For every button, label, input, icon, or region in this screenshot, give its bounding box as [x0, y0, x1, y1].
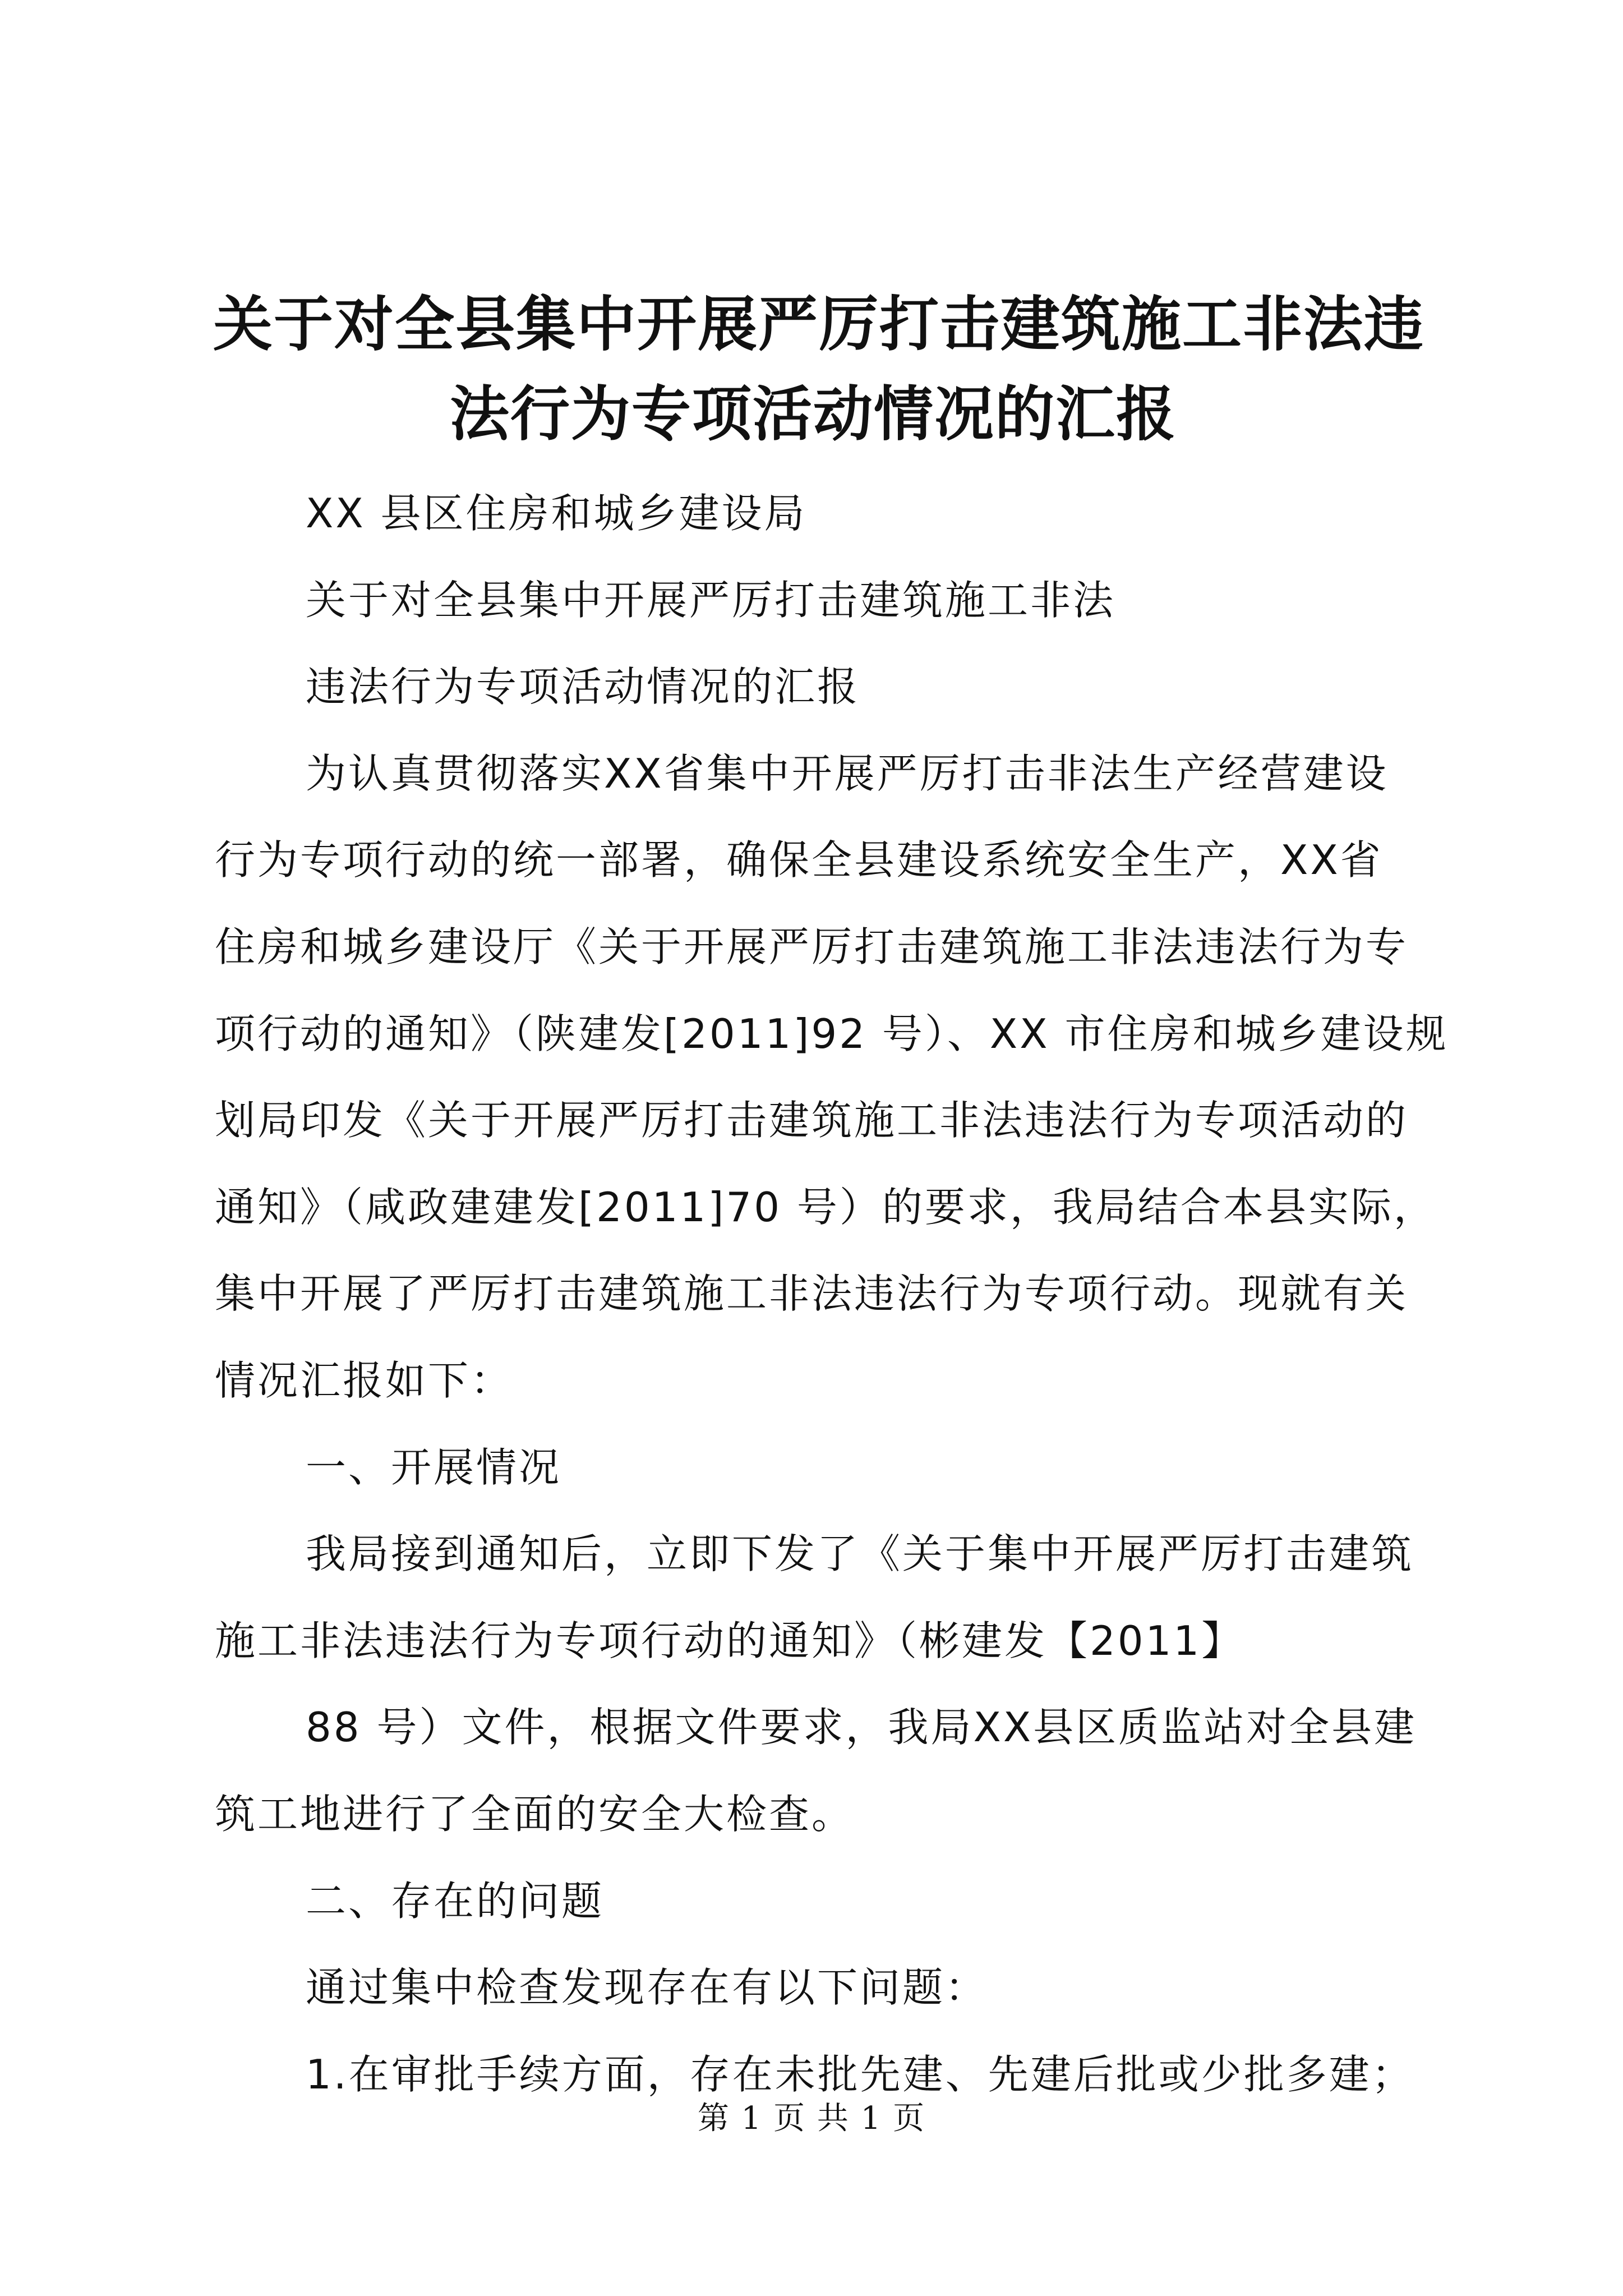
body-line: 通过集中检查发现存在有以下问题：	[306, 1964, 988, 2012]
body-line: 88 号）文件，根据文件要求，我局XX县区质监站对全县建	[306, 1704, 1417, 1751]
body-line: 一、开展情况	[306, 1443, 562, 1491]
body-line: 1.在审批手续方面，存在未批先建、先建后批或少批多建；	[306, 2050, 1414, 2098]
title-line-1: 关于对全县集中开展严厉打击建筑施工非法违	[213, 289, 1424, 359]
body-line: 划局印发《关于开展严厉打击建筑施工非法违法行为专项活动的	[215, 1097, 1409, 1144]
body-line: 通知》（咸政建建发[2011]70 号）的要求，我局结合本县实际，	[215, 1183, 1436, 1231]
page-footer: 第 1 页 共 1 页	[697, 2100, 926, 2137]
body-line: 为认真贯彻落实XX省集中开展严厉打击非法生产经营建设	[306, 749, 1389, 797]
body-line: 施工非法违法行为专项行动的通知》（彬建发【2011】	[215, 1617, 1244, 1664]
body-line: 违法行为专项活动情况的汇报	[306, 663, 860, 711]
body-line: 项行动的通知》（陕建发[2011]92 号）、XX 市住房和城乡建设规	[215, 1010, 1449, 1057]
body-line: 筑工地进行了全面的安全大检查。	[215, 1790, 855, 1838]
body-line: 二、存在的问题	[306, 1877, 605, 1925]
title-line-2: 法行为专项活动情况的汇报	[450, 379, 1177, 449]
body-line: 住房和城乡建设厅《关于开展严厉打击建筑施工非法违法行为专	[215, 923, 1409, 970]
body-line: 情况汇报如下：	[215, 1356, 514, 1404]
body-line: 集中开展了严厉打击建筑施工非法违法行为专项行动。现就有关	[215, 1270, 1409, 1318]
body-line: 关于对全县集中开展严厉打击建筑施工非法	[306, 576, 1116, 624]
body-line: XX 县区住房和城乡建设局	[306, 490, 807, 537]
body-line: 行为专项行动的统一部署，确保全县建设系统安全生产，XX省	[215, 836, 1383, 884]
document-title	[213, 279, 1424, 459]
document-body	[215, 470, 1449, 2118]
body-line: 我局接到通知后，立即下发了《关于集中开展严厉打击建筑	[306, 1530, 1414, 1578]
